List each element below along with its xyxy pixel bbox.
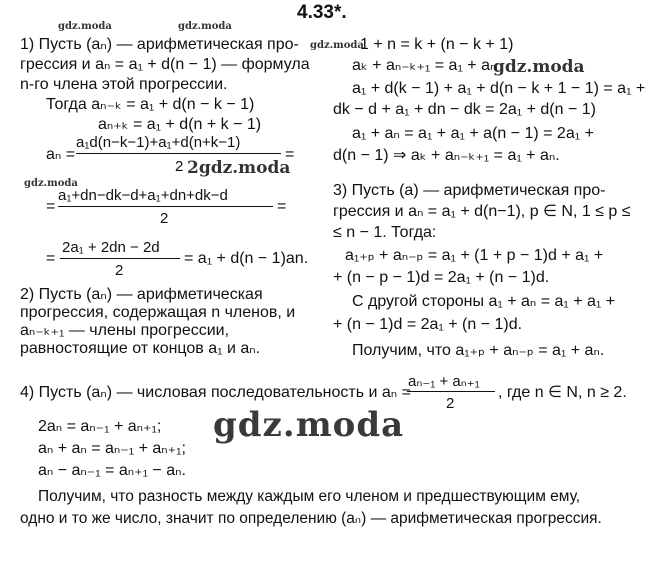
r-line-5: a₁ + aₙ = a₁ + a₁ + a(n − 1) = 2a₁ + [352,125,594,142]
p4-eq-2: aₙ + aₙ = aₙ₋₁ + aₙ₊₁; [38,440,186,457]
p4-conclusion-2: одно и то же число, значит по определению (aₙ) — арифметическая прогрессия. [20,510,602,527]
p1-line-5: aₙ₊ₖ = a₁ + d(n + k − 1) [98,116,262,133]
p3-line-5: + (n − p − 1)d = 2a₁ + (n − 1)d. [333,269,550,286]
watermark-small: gdz.moda [58,21,112,32]
r-line-6: d(n − 1) ⇒ aₖ + aₙ₋ₖ₊₁ = a₁ + aₙ. [333,147,560,164]
r-line-2: aₖ + aₙ₋ₖ₊₁ = a₁ + aₙ [352,57,497,74]
p1-frac2-bar [58,206,273,207]
p1-frac3-denominator: 2 [115,262,124,279]
p1-an-label: aₙ = [46,146,76,163]
p3-line-7: + (n − 1)d = 2a₁ + (n − 1)d. [333,316,523,333]
watermark-mid: 2gdz.moda [187,158,291,178]
p1-frac2-equals-pre: = [46,198,56,215]
p1-frac1-denominator: 2 [175,158,184,175]
r-line-4: dk − d + a₁ + dn − dk = 2a₁ + d(n − 1) [333,101,596,118]
p3-line-8: Получим, что a₁₊ₚ + aₙ₋ₚ = a₁ + aₙ. [352,342,605,359]
p4-tail: , где n ∈ N, n ≥ 2. [498,384,627,401]
p1-line-4: Тогда aₙ₋ₖ = a₁ + d(n − k − 1) [46,96,255,113]
p1-frac3-result: = a₁ + d(n − 1)an. [184,250,309,267]
watermark-small: gdz.moda [310,40,364,51]
p1-frac1-numerator: a₁d(n−k−1)+a₁+d(n+k−1) [76,134,241,151]
p1-frac1-equals: = [285,146,295,163]
p3-line-3: ≤ n − 1. Тогда: [333,224,437,241]
p4-eq-1: 2aₙ = aₙ₋₁ + aₙ₊₁; [38,418,162,435]
watermark-small: gdz.moda [24,178,78,189]
p1-line-2: грессия и aₙ = a₁ + d(n − 1) — формула [20,56,310,73]
p2-line-4: равностоящие от концов a₁ и aₙ. [20,340,261,357]
p3-line-1: 3) Пусть (a) — арифметическая про- [333,182,606,199]
p4-conclusion-1: Получим, что разность между каждым его членом и предшествующим ему, [38,488,581,505]
problem-number: 4.33*. [297,2,347,23]
p1-frac3-bar [60,258,180,259]
p3-line-4: a₁₊ₚ + aₙ₋ₚ = a₁ + (1 + p − 1)d + a₁ + [345,247,604,264]
p1-frac1-bar [76,153,281,154]
p1-line-3: n-го члена этой прогрессии. [20,76,228,93]
p1-frac2-numerator: a₁+dn−dk−d+a₁+dn+dk−d [58,187,228,204]
p1-frac3-equals-pre: = [46,250,56,267]
p4-intro: 4) Пусть (aₙ) — числовая последовательность и aₙ = [20,384,411,401]
p1-frac2-equals-end: = [277,198,287,215]
p3-line-2: грессия и aₙ = a₁ + d(n−1), p ∈ N, 1 ≤ p ≤ [333,203,631,220]
p1-line-1: 1) Пусть (aₙ) — арифметическая про- [20,36,299,53]
p4-frac-numerator: aₙ₋₁ + aₙ₊₁ [408,373,480,390]
watermark-mid: gdz.moda [493,57,585,77]
p1-frac3-numerator: 2a₁ + 2dn − 2d [62,239,160,256]
r-line-3: a₁ + d(k − 1) + a₁ + d(n − k + 1 − 1) = a₁ + [352,80,646,97]
p2-line-3: aₙ₋ₖ₊₁ — члены прогрессии, [20,322,230,339]
p3-line-6: С другой стороны a₁ + aₙ = a₁ + a₁ + [352,293,616,310]
p1-frac2-denominator: 2 [160,210,169,227]
p4-frac-bar [407,391,495,392]
p4-eq-3: aₙ − aₙ₋₁ = aₙ₊₁ − aₙ. [38,462,186,479]
r-line-1: 1 + n = k + (n − k + 1) [360,36,514,53]
p4-frac-denominator: 2 [446,395,455,412]
watermark-small: gdz.moda [178,21,232,32]
watermark-large: gdz.moda [213,405,405,445]
p2-line-1: 2) Пусть (aₙ) — арифметическая [20,286,263,303]
p2-line-2: прогрессия, содержащая n членов, и [20,304,296,321]
